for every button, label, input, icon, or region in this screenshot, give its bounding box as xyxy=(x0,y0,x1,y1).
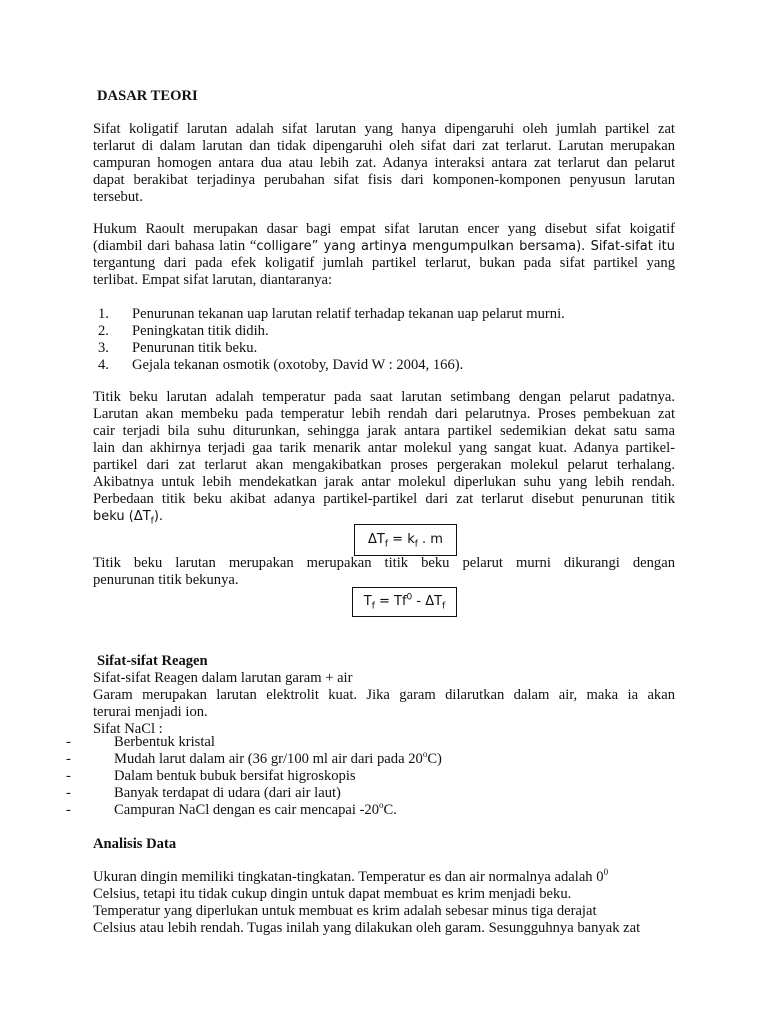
text-line: Celsius atau lebih rendah. Tugas inilah yang dilakukan oleh garam. Sesungguhnya banyak zat xyxy=(93,920,641,936)
list-item xyxy=(66,785,686,802)
text-line: Sifat-sifat Reagen dalam larutan garam + air xyxy=(93,670,353,686)
list-number: 3. xyxy=(98,340,109,356)
text-line: Sifat koligatif larutan adalah sifat larutan yang hanya dipengaruhi oleh jumlah partikel zat xyxy=(93,121,675,137)
list-text-wrap xyxy=(114,751,442,768)
text-span: ). xyxy=(153,509,164,524)
numbered-list xyxy=(98,306,678,374)
formula-part: ΔT xyxy=(368,532,385,547)
text-line: cair terjadi bila suhu diturunkan, sehingga jarak antara partikel sedemikian dekat satu sama xyxy=(93,423,675,439)
list-text: Penurunan titik beku. xyxy=(132,340,258,356)
list-dash: - xyxy=(66,734,71,750)
list-item xyxy=(66,751,686,768)
formula-part: = Tf xyxy=(374,594,407,609)
text-line: dapat berakibat terjadinya perubahan sifat fisis dari komponen-komponen penyusun larutan xyxy=(93,172,675,188)
heading-analisis-data: Analisis Data xyxy=(93,836,177,852)
list-number: 4. xyxy=(98,357,109,373)
subscript: f xyxy=(442,601,446,612)
formula-part: = k xyxy=(388,532,415,547)
list-dash: - xyxy=(66,751,71,767)
text-span: Ukuran dingin memiliki tingkatan-tingkatan. Temperatur es dan air normalnya adalah 0 xyxy=(93,869,604,885)
formula-tf xyxy=(352,587,457,617)
list-item xyxy=(66,768,686,785)
list-item xyxy=(98,323,678,340)
text-line: campuran homogen antara dua atau lebih zat. Adanya interaksi antara zat terlarut dan pelarut xyxy=(93,155,675,171)
text-span: (diambil dari bahasa latin “ xyxy=(93,238,257,254)
paragraph-analisis xyxy=(93,869,683,937)
list-item xyxy=(98,306,678,323)
text-line: Hukum Raoult merupakan dasar bagi empat sifat larutan encer yang disebut sifat koigatif xyxy=(93,221,675,237)
superscript: o xyxy=(422,749,428,760)
text-line: partikel dari zat terlarut akan mengakibatkan proses pergerakan molekul pelarut terhalang. xyxy=(93,457,675,473)
formula-part: - ΔT xyxy=(412,594,443,609)
list-item xyxy=(66,734,686,751)
list-text: Dalam bentuk bubuk bersifat higroskopis xyxy=(114,768,356,784)
text-line: terlibat. Empat sifat larutan, diantaranya: xyxy=(93,272,333,288)
text-line: terlarut di dalam larutan dan tidak dipengaruhi oleh sifat dari zat terlarut. Larutan merupakan xyxy=(93,138,675,154)
dash-list xyxy=(66,734,686,819)
paragraph-reagen xyxy=(93,670,675,738)
heading-sifat-reagen: Sifat-sifat Reagen xyxy=(97,653,208,669)
superscript: 0 xyxy=(603,867,609,878)
list-item xyxy=(98,340,678,357)
list-number: 1. xyxy=(98,306,109,322)
text-line: Temperatur yang diperlukan untuk membuat es krim adalah sebesar minus tiga derajat xyxy=(93,903,597,919)
text-line: terurai menjadi ion. xyxy=(93,704,208,720)
text-line: Larutan akan membeku pada temperatur lebih rendah dari pelarutnya. Proses pembekuan zat xyxy=(93,406,675,422)
text-line: Sifat NaCl : xyxy=(93,721,163,737)
list-item xyxy=(98,357,678,374)
paragraph-sifat-koligatif xyxy=(93,121,675,206)
text-line: Perbedaan titik beku akibat adanya partikel-partikel dari zat terlarut disebut penurunan titik xyxy=(93,491,675,507)
superscript: o xyxy=(379,800,384,811)
list-text: Gejala tekanan osmotik (oxotoby, David W : 2004, 166). xyxy=(132,357,464,373)
heading-dasar-teori: DASAR TEORI xyxy=(97,88,198,104)
text-line: tersebut. xyxy=(93,189,143,205)
list-text-tail: C. xyxy=(383,802,397,818)
text-line: Titik beku larutan adalah temperatur pada saat larutan setimbang dengan pelarut padatnya. xyxy=(93,389,675,405)
list-text-tail: C) xyxy=(427,751,442,767)
text-line: tergantung dari pada efek koligatif jumlah partikel terlarut, bukan pada sifat partikel yang xyxy=(93,255,675,271)
formula-part: T xyxy=(363,594,372,609)
paragraph-titik-beku-2 xyxy=(93,555,675,589)
text-span-sans: colligare” yang artinya mengumpulkan bersama). Sifat-sifat itu xyxy=(256,239,675,254)
list-text: Penurunan tekanan uap larutan relatif terhadap tekanan uap pelarut murni. xyxy=(132,306,565,322)
subscript: f xyxy=(150,516,154,527)
text-line: lain dan akhirnya terjadi gaa tarik menarik antar molekul yang sangat kuat. Adanya partikel- xyxy=(93,440,675,456)
superscript: 0 xyxy=(406,592,413,603)
list-number: 2. xyxy=(98,323,109,339)
text-line: Titik beku larutan merupakan merupakan titik beku pelarut murni dikurangi dengan xyxy=(93,555,675,571)
list-dash: - xyxy=(66,802,71,818)
text-line xyxy=(93,869,683,886)
text-line: Garam merupakan larutan elektrolit kuat. Jika garam dilarutkan dalam air, maka ia akan xyxy=(93,687,675,703)
list-text: Berbentuk kristal xyxy=(114,734,215,750)
list-text: Mudah larut dalam air (36 gr/100 ml air dari pada 20 xyxy=(114,751,423,767)
text-line: penurunan titik bekunya. xyxy=(93,572,239,588)
formula-delta-tf xyxy=(354,524,457,556)
text-span: beku ( xyxy=(93,509,134,524)
list-text: Banyak terdapat di udara (dari air laut) xyxy=(114,785,341,801)
list-text: Peningkatan titik didih. xyxy=(132,323,269,339)
list-text-wrap xyxy=(114,802,397,819)
text-line xyxy=(93,508,675,525)
list-item xyxy=(66,802,686,819)
formula-part: . m xyxy=(417,532,443,547)
text-line xyxy=(93,238,675,255)
paragraph-titik-beku xyxy=(93,389,675,525)
paragraph-hukum-raoult xyxy=(93,221,675,289)
list-dash: - xyxy=(66,768,71,784)
list-text: Campuran NaCl dengan es cair mencapai -20 xyxy=(114,802,380,818)
text-line: Akibatnya untuk lebih mendekatkan jarak antar molekul diperlukan suhu yang lebih rendah. xyxy=(93,474,675,490)
subscript: f xyxy=(414,539,418,550)
subscript: f xyxy=(371,601,375,612)
text-span: ΔT xyxy=(133,509,151,524)
subscript: f xyxy=(384,539,389,550)
list-dash: - xyxy=(66,785,71,801)
text-line: Celsius, tetapi itu tidak cukup dingin untuk dapat membuat es krim menjadi beku. xyxy=(93,886,572,902)
